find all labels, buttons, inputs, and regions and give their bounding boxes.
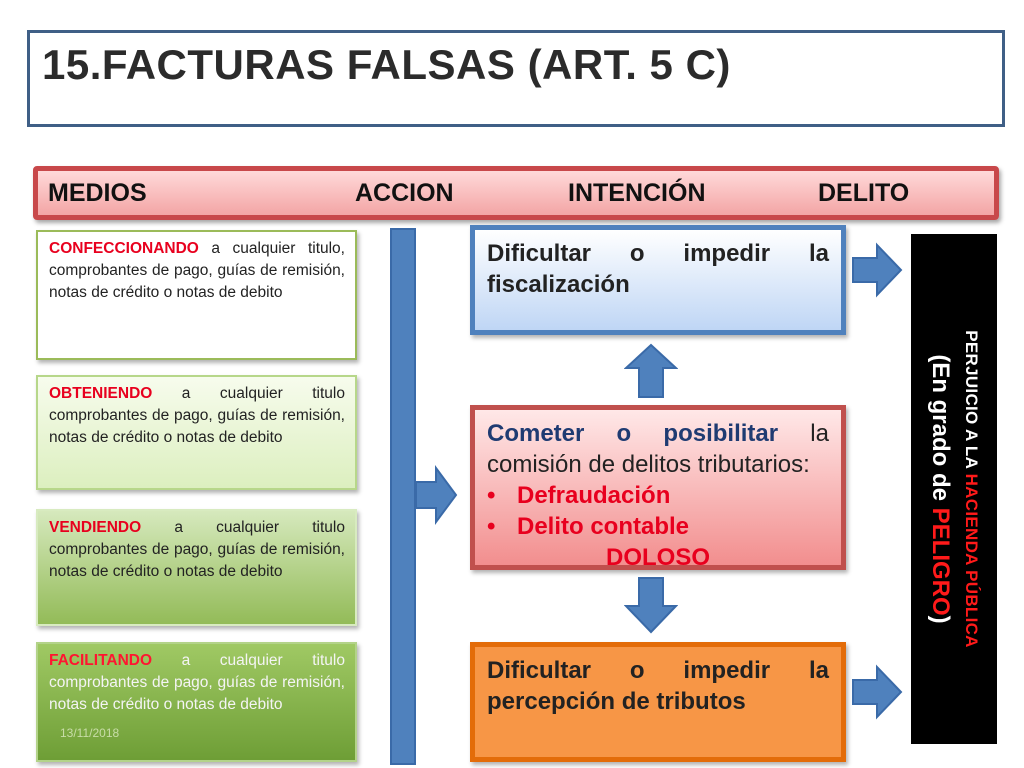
intention-box-delitos bbox=[470, 405, 846, 570]
means-box-vendiendo bbox=[36, 509, 357, 626]
word: impedir bbox=[683, 657, 771, 684]
word: o bbox=[629, 240, 645, 267]
bullet-item bbox=[487, 480, 829, 511]
doloso-label: DOLOSO bbox=[605, 544, 710, 571]
means-text: a cualquier titulo comprobantes de pago, guías de remisión, notas de crédito o notas de debito bbox=[49, 519, 345, 580]
arrow-right-icon bbox=[851, 664, 903, 720]
intention-line-2: percepción de tributos bbox=[487, 688, 746, 715]
bullet-icon: • bbox=[487, 513, 496, 540]
means-verb: CONFECCIONANDO bbox=[49, 240, 199, 257]
header-crime: DELITO bbox=[818, 179, 910, 207]
word: Dificultar bbox=[487, 657, 592, 684]
bullet-text: Delito contable bbox=[517, 513, 690, 540]
means-verb: VENDIENDO bbox=[49, 519, 142, 536]
word: o bbox=[616, 420, 632, 447]
bullet-item bbox=[487, 511, 829, 542]
means-verb: OBTENIENDO bbox=[49, 385, 153, 402]
arrow-right-icon bbox=[414, 465, 458, 525]
word: posibilitar bbox=[663, 420, 779, 447]
means-text: a cualquier titulo comprobantes de pago, guías de remisión, notas de crédito o notas de debito bbox=[49, 385, 345, 446]
header-intention: INTENCIÓN bbox=[568, 179, 706, 207]
word: Dificultar bbox=[487, 240, 592, 267]
means-verb: FACILITANDO bbox=[49, 652, 153, 669]
intention-line-1 bbox=[487, 418, 829, 449]
intention-box-fiscalizacion bbox=[470, 225, 846, 335]
arrow-right-icon bbox=[851, 242, 903, 298]
intention-line-2: comisión de delitos tributarios: bbox=[487, 451, 810, 478]
word: o bbox=[629, 657, 645, 684]
means-box-obteniendo bbox=[36, 375, 357, 490]
crime-highlight: PELIGRO bbox=[927, 507, 954, 616]
page-title: 15.FACTURAS FALSAS (ART. 5 C) bbox=[42, 41, 731, 88]
means-box-facilitando bbox=[36, 642, 357, 762]
crime-prefix: (En grado de bbox=[927, 354, 954, 508]
intention-line-1 bbox=[487, 238, 829, 269]
action-bar bbox=[390, 228, 416, 765]
intention-line-1 bbox=[487, 655, 829, 686]
crime-prefix: PERJUICIO A LA bbox=[962, 330, 981, 474]
crime-box bbox=[911, 234, 997, 744]
word: la bbox=[808, 240, 829, 267]
header-means: MEDIOS bbox=[48, 179, 147, 207]
bullet-icon: • bbox=[487, 482, 496, 509]
word: Cometer bbox=[487, 420, 585, 447]
header-action: ACCION bbox=[355, 179, 454, 207]
arrow-down-icon bbox=[624, 576, 678, 634]
means-text: a cualquier titulo, comprobantes de pago, guías de remisión, notas de crédito o notas de debito bbox=[49, 240, 345, 301]
crime-suffix: ) bbox=[927, 615, 954, 624]
crime-line-2 bbox=[923, 249, 957, 729]
means-box-confeccionando bbox=[36, 230, 357, 360]
crime-highlight: HACIENDA PÚBLICA bbox=[962, 473, 981, 648]
title-box bbox=[27, 30, 1005, 127]
column-header-bar bbox=[33, 166, 999, 220]
footer-date: 13/11/2018 bbox=[60, 726, 120, 740]
word: la bbox=[810, 420, 829, 447]
crime-line-1 bbox=[957, 249, 985, 729]
means-text: a cualquier titulo comprobantes de pago, guías de remisión, notas de crédito o notas de debito bbox=[49, 652, 345, 713]
word: impedir bbox=[683, 240, 771, 267]
arrow-up-icon bbox=[624, 343, 678, 399]
intention-line-2: fiscalización bbox=[487, 271, 630, 298]
intention-box-percepcion bbox=[470, 642, 846, 762]
bullet-text: Defraudación bbox=[517, 482, 671, 509]
crime-text bbox=[923, 249, 985, 729]
word: la bbox=[808, 657, 829, 684]
